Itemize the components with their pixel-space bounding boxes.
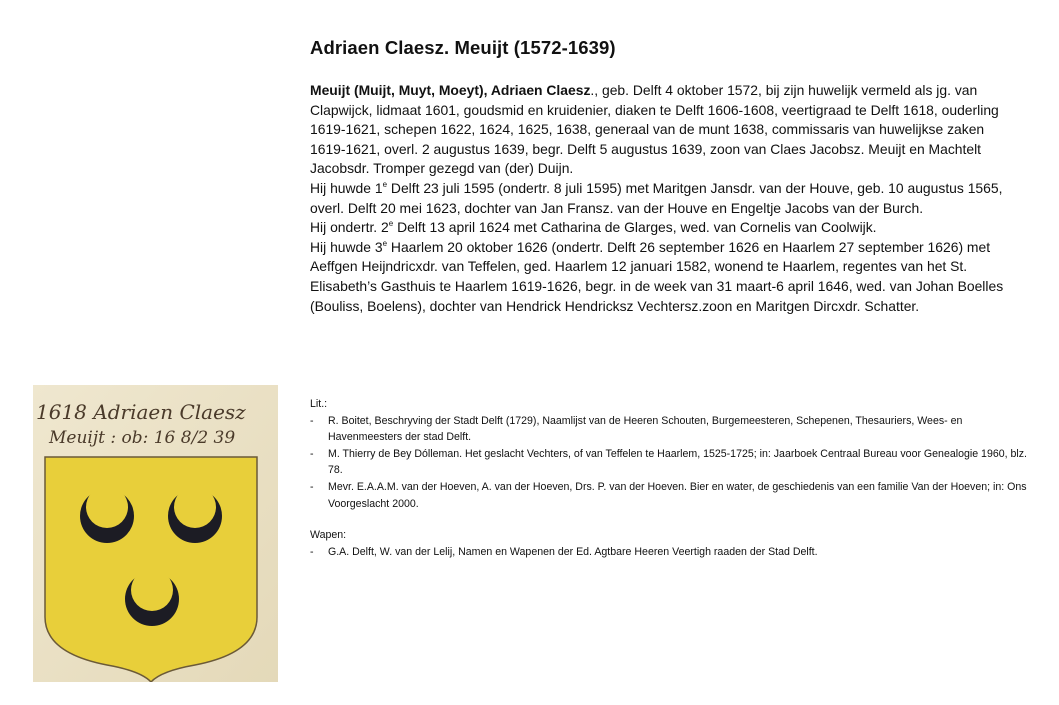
literature-list — [310, 413, 1030, 513]
crescent-icon — [80, 489, 134, 543]
coat-of-arms-image — [33, 385, 278, 682]
references — [310, 396, 1030, 560]
bio-name-variants: Meuijt (Muijt, Muyt, Moeyt), Adriaen Claesz — [310, 82, 591, 98]
wapen-section — [310, 527, 1030, 560]
marriage-1-ordinal: e — [382, 179, 388, 189]
list-bullet: - — [310, 545, 314, 558]
crescent-icon — [168, 489, 222, 543]
wapen-item — [310, 544, 1030, 561]
literature-item-text: M. Thierry de Bey Dólleman. Het geslacht Vechters, of van Teffelen te Haarlem, 1525-1725; in: Jaarboek Centraal Bureau voor Genealogie 1960, blz. 78. — [328, 447, 1027, 477]
literature-heading: Lit.: — [310, 398, 328, 410]
shield-icon — [45, 457, 257, 682]
literature-item-text: Mevr. E.A.A.M. van der Hoeven, A. van der Hoeven, Drs. P. van der Hoeven. Bier en water, de geschiedenis van een familie Van der Hoeven; in: Ons Voorgeslacht 2000. — [328, 480, 1027, 510]
biography — [310, 81, 1022, 316]
bio-intro-text: ., geb. Delft 4 oktober 1572, bij zijn huwelijk vermeld als jg. van Clapwijck, lidmaat 1601, goudsmid en kruidenier, diaken te Delft 1606-1608, veertigraad te Delft 1618, ouderling 1619-1621, schepen 1622, 1624, 1625, 1638, generaal van de munt 1638, commissaris van huwelijkse zaken 1619-1621, overl. 2 augustus 1639, begr. Delft 5 augustus 1639, zoon van Claes Jacobsz. Meuijt en Machtelt Jacobsdr. Tromper gezegd van (der) Duijn. — [310, 82, 999, 177]
inscription-line-2: Meuijt : ob: 16 8/2 39 — [49, 428, 236, 448]
list-bullet: - — [310, 480, 314, 493]
marriage-1-text: Delft 23 juli 1595 (ondertr. 8 juli 1595) met Maritgen Jansdr. van der Houve, geb. 10 augustus 1565, overl. Delft 20 mei 1623, dochter van Jan Fransz. van der Houve en Engeltje Jacobs van der Burch. — [310, 179, 1003, 216]
marriage-2-text: Delft 13 april 1624 met Catharina de Glarges, wed. van Cornelis van Coolwijk. — [393, 219, 877, 236]
literature-item — [310, 413, 1030, 446]
wapen-item-text: G.A. Delft, W. van der Lelij, Namen en Wapenen der Ed. Agtbare Heeren Veertigh raaden der Stad Delft. — [328, 545, 818, 558]
page-title: Adriaen Claesz. Meuijt (1572-1639) — [310, 37, 616, 58]
literature-item-text: R. Boitet, Beschryving der Stadt Delft (1729), Naamlijst van de Heeren Schouten, Burgemeesteren, Schepenen, Thesauriers, Wees- en Havenmeesters der stad Delft. — [328, 414, 963, 444]
bio-marriage-3 — [310, 238, 1022, 316]
bio-marriage-2 — [310, 218, 1022, 238]
marriage-1-prefix: Hij huwde 1 — [310, 179, 383, 196]
marriage-2-prefix: Hij ondertr. 2 — [310, 219, 389, 236]
wapen-heading: Wapen: — [310, 529, 347, 542]
list-bullet: - — [310, 414, 314, 427]
wapen-list — [310, 544, 1030, 561]
marriage-2-ordinal: e — [388, 219, 394, 229]
literature-item — [310, 446, 1030, 479]
marriage-3-prefix: Hij huwde 3 — [310, 238, 383, 255]
list-bullet: - — [310, 447, 314, 460]
marriage-3-text: Haarlem 20 oktober 1626 (ondertr. Delft 26 september 1626 en Haarlem 27 september 1626) met Aeffgen Heijndricxdr. van Teffelen, ged. Haarlem 12 januari 1582, wonend te Haarlem, regentes van het St. Elisabeth’s Gasthuis te Haarlem 1619-1626, begr. in de week van 31 maart-6 april 1646, wed. van Johan Boelles (Bouliss, Boelens), dochter van Hendrick Hendricksz Vechtersz.zoon en Maritgen Dircxdr. Schatter. — [310, 238, 1004, 314]
crescent-icon — [125, 572, 179, 626]
inscription-line-1: 1618 Adriaen Claesz — [36, 400, 246, 424]
coat-of-arms-svg — [33, 385, 278, 682]
marriage-3-ordinal: e — [382, 238, 388, 248]
bio-marriage-1 — [310, 179, 1022, 218]
literature-item — [310, 479, 1030, 512]
bio-intro — [310, 81, 1022, 179]
